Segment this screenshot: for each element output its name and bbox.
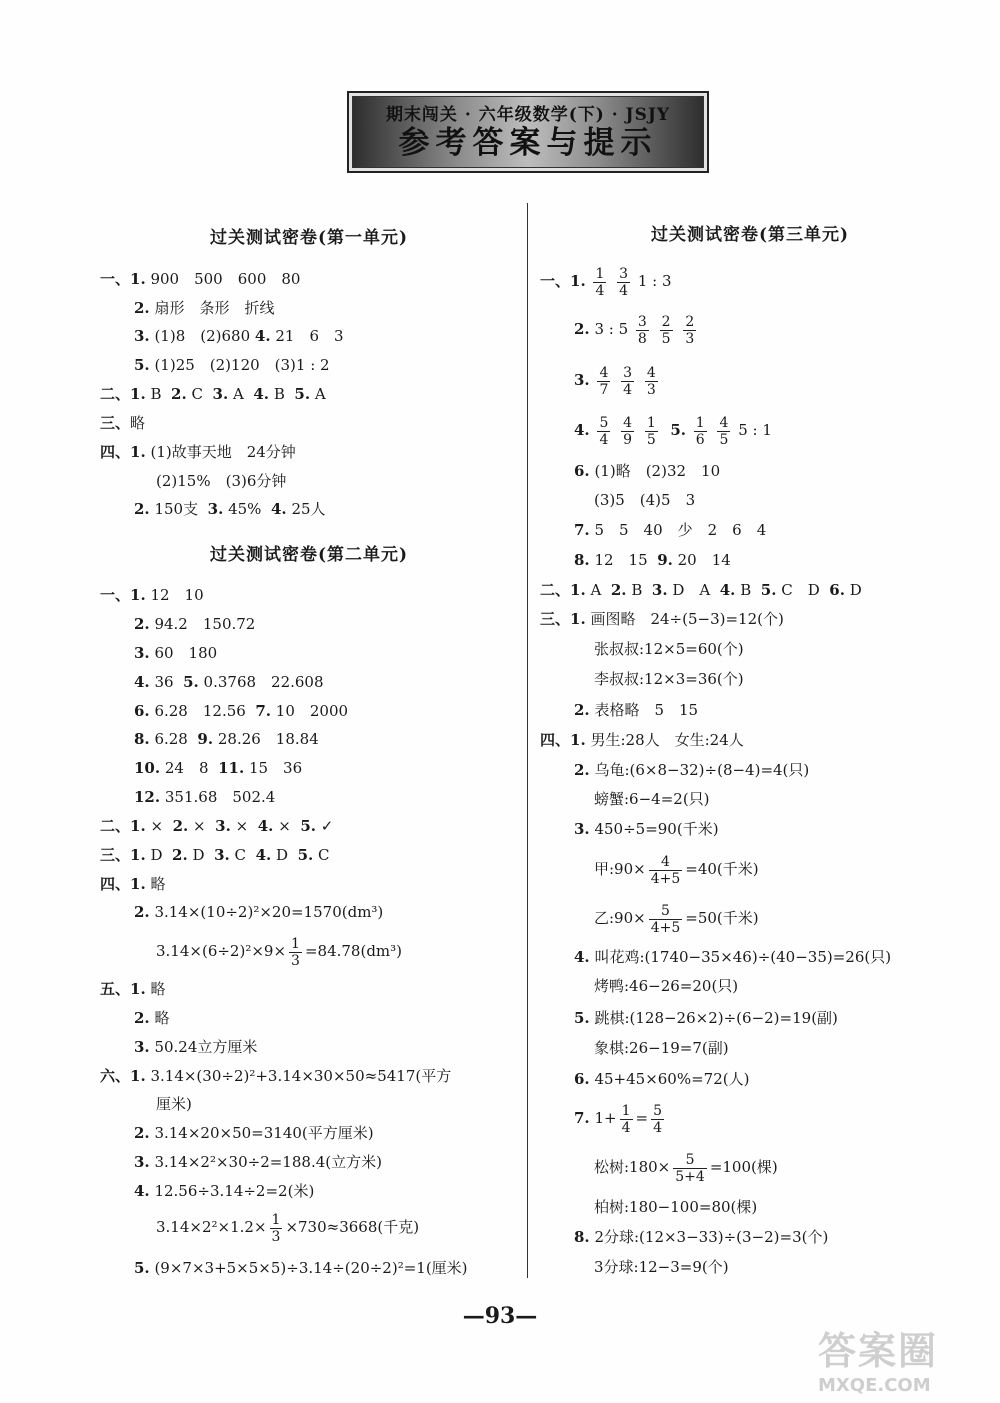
answer-row: 李叔叔:12×3=36(个) (594, 670, 744, 688)
answer-row: 7. 1+ $\frac{1}{4}$ = $\frac{5}{4}$ (574, 1102, 662, 1136)
answer-row: (2)15% (3)6分钟 (156, 472, 287, 490)
answer-row: 8. 12 15 9. 20 14 (574, 551, 731, 569)
fraction: $\frac{1}{3}$ (271, 1211, 281, 1245)
answer-row: 3.14×2²×1.2× $\frac{1}{3}$ ×730≈3668(千克) (156, 1211, 420, 1245)
answer-row: (3)5 (4)5 3 (594, 491, 696, 509)
answer-row: 四、1. (1)故事天地 24分钟 (100, 443, 296, 461)
answer-row: 三、略 (100, 414, 146, 432)
answer-row: 2. 乌龟:(6×8−32)÷(8−4)=4(只) (574, 761, 810, 779)
answer-row: 3. 50.24立方厘米 (134, 1038, 258, 1056)
answer-row: 厘米) (156, 1095, 192, 1113)
answer-row: 3. $\frac{4}{7}$ $\frac{3}{4}$ $\frac{4}{3}$ (574, 364, 656, 398)
answer-row: 乙:90× $\frac{5}{4+5}$ =50(千米) (594, 902, 759, 936)
answer-row: 五、1. 略 (100, 980, 166, 998)
column-divider (527, 203, 528, 1278)
answer-row: 六、1. 3.14×(30÷2)²+3.14×30×50≈5417(平方 (100, 1067, 452, 1085)
answer-row: 4. 36 5. 0.3768 22.608 (134, 673, 324, 691)
answer-row: 5. (1)25 (2)120 (3)1 : 2 (134, 356, 330, 374)
answer-row: 甲:90× $\frac{4}{4+5}$ =40(千米) (594, 853, 759, 887)
section-title-unit-1: 过关测试密卷(第一单元) (209, 228, 409, 248)
answer-row: 2. 3 : 5 $\frac{3}{8}$ $\frac{2}{5}$ $\frac{2}{3}$ (574, 313, 695, 347)
answer-row: 8. 2分球:(12×3−33)÷(3−2)=3(个) (574, 1228, 829, 1246)
answer-row: 象棋:26−19=7(副) (594, 1039, 729, 1057)
answer-row: 四、1. 略 (100, 875, 166, 893)
section-title-unit-2: 过关测试密卷(第二单元) (209, 545, 409, 565)
answer-row: 3. 3.14×2²×30÷2=188.4(立方米) (134, 1153, 382, 1171)
answer-row: 2. 3.14×(10÷2)²×20=1570(dm³) (134, 903, 384, 921)
answer-row: 7. 5 5 40 少 2 6 4 (574, 521, 767, 539)
answer-row: 2. 94.2 150.72 (134, 615, 256, 633)
answer-row: 松树:180× $\frac{5}{5+4}$ =100(棵) (594, 1151, 778, 1185)
section-title-unit-3: 过关测试密卷(第三单元) (650, 225, 850, 245)
answer-row: 一、1. $\frac{1}{4}$ $\frac{3}{4}$ 1 : 3 (540, 265, 672, 299)
answer-row: 3.14×(6÷2)²×9× $\frac{1}{3}$ =84.78(dm³) (156, 935, 403, 969)
answer-row: 四、1. 男生:28人 女生:24人 (540, 731, 744, 749)
answer-row: 2. 略 (134, 1009, 170, 1027)
answer-row: 3. 450÷5=90(千米) (574, 820, 719, 838)
answer-row: 4. 12.56÷3.14÷2=2(米) (134, 1182, 315, 1200)
answer-row: 烤鸭:46−26=20(只) (594, 977, 739, 995)
answer-row: 张叔叔:12×5=60(个) (594, 640, 744, 658)
answer-row: 2. 扇形 条形 折线 (134, 299, 275, 317)
answer-row: 5. 跳棋:(128−26×2)÷(6−2)=19(副) (574, 1009, 838, 1027)
answer-row: 3. (1)8 (2)680 4. 21 6 3 (134, 327, 344, 345)
title-banner (347, 91, 709, 173)
answer-row: 2. 150支 3. 45% 4. 25人 (134, 500, 326, 518)
answer-row: 3. 60 180 (134, 644, 218, 662)
answer-row: 6. 6.28 12.56 7. 10 2000 (134, 702, 349, 720)
answer-row: 12. 351.68 502.4 (134, 788, 276, 806)
answer-row: 6. (1)略 (2)32 10 (574, 462, 721, 480)
answer-row: 柏树:180−100=80(棵) (594, 1198, 758, 1216)
fraction: $\frac{1}{3}$ (291, 935, 300, 969)
answer-row: 二、1. A 2. B 3. D A 4. B 5. C D 6. D (540, 581, 862, 599)
answer-row: 4. 叫花鸡:(1740−35×46)÷(40−35)=26(只) (574, 948, 892, 966)
answer-row: 螃蟹:6−4=2(只) (594, 790, 710, 808)
answer-row: 4. $\frac{5}{4}$ $\frac{4}{9}$ $\frac{1}{5}$ 5. $\frac{1}{6}$ $\frac{4}{5}$ 5 : 1 (574, 414, 772, 448)
answer-row: 2. 3.14×20×50=3140(平方厘米) (134, 1124, 374, 1142)
answer-row: 5. (9×7×3+5×5×5)÷3.14÷(20÷2)²=1(厘米) (134, 1259, 468, 1277)
watermark-logo: 答案圈 MXQE.COM (818, 1329, 939, 1396)
answer-row: 二、1. B 2. C 3. A 4. B 5. A (100, 385, 326, 403)
answer-row: 一、1. 12 10 (100, 586, 204, 604)
answer-row: 3分球:12−3=9(个) (594, 1258, 729, 1276)
page-number: —93— (462, 1303, 538, 1329)
answer-row: 2. 表格略 5 15 (574, 701, 699, 719)
banner-subtitle: 期末闯关 · 六年级数学(下) · JSJY (385, 105, 671, 125)
answer-row: 一、1. 900 500 600 80 (100, 270, 301, 288)
answer-row: 三、1. 画图略 24÷(5−3)=12(个) (540, 610, 784, 628)
banner-title: 参考答案与提示 (398, 125, 658, 161)
answer-row: 6. 45+45×60%=72(人) (574, 1070, 750, 1088)
answer-row: 三、1. D 2. D 3. C 4. D 5. C (100, 846, 330, 864)
answer-row: 二、1. × 2. × 3. × 4. × 5. ✓ (100, 817, 334, 835)
answer-row: 10. 24 8 11. 15 36 (134, 759, 303, 777)
answer-row: 8. 6.28 9. 28.26 18.84 (134, 730, 319, 748)
